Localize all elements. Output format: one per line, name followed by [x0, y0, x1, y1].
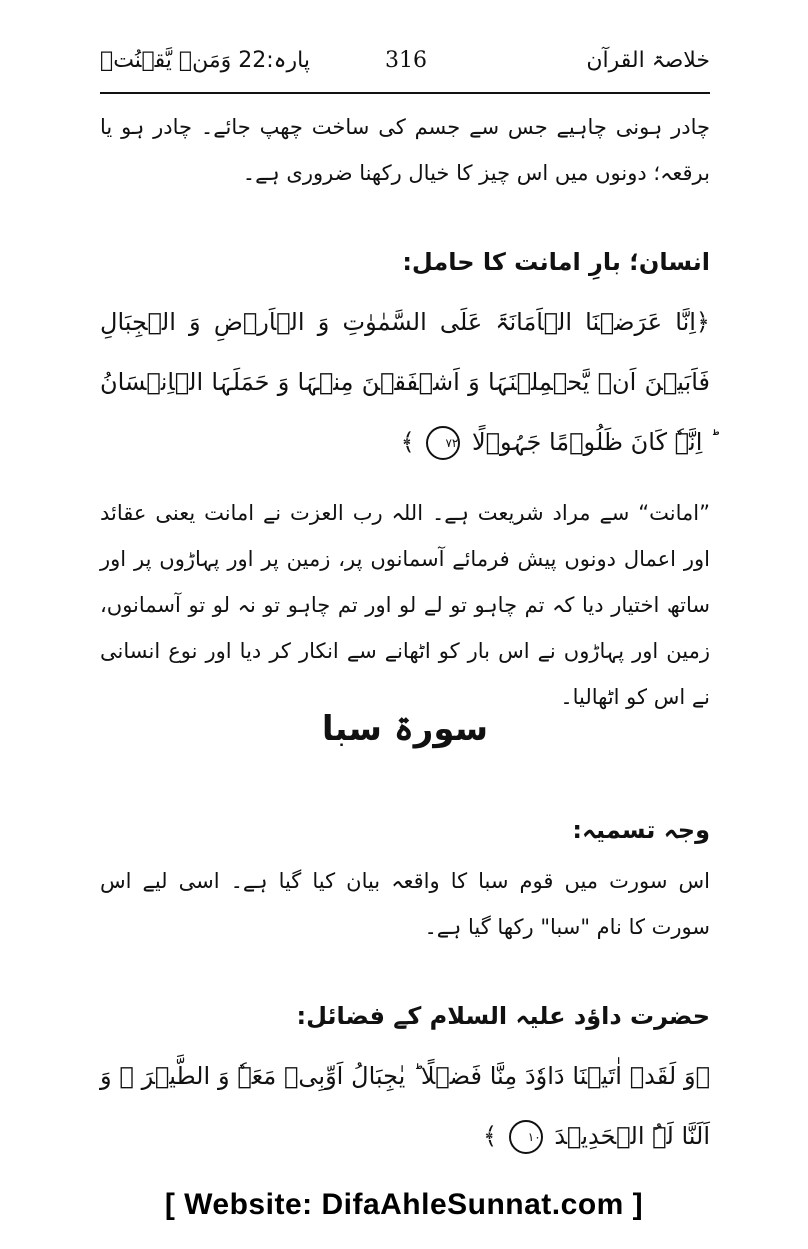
website-footer: [ Website: DifaAhleSunnat.com ]	[164, 1188, 644, 1221]
header-divider	[100, 92, 710, 94]
explanation-paragraph: ”امانت“ سے مراد شریعت ہے۔ اللہ رب العزت نے امانت یعنی عقائد اور اعمال دونوں پیش فرمائے آسمانوں پر، زمین پر اور پہاڑوں پر اور ساتھ اختیار دیا کہ تم چاہو تو لے لو اور تم چاہو تو نہ لو تو آسمانوں، زمین اور پہاڑوں نے اس بار کو اٹھانے سے انکار کر دیا اور نوع انسانی نے اس کو اٹھالیا۔	[100, 501, 710, 709]
para-label: پارہ:22	[238, 48, 311, 73]
intro-paragraph: چادر ہونی چاہیے جس سے جسم کی ساخت چھپ جائے۔ چادر ہو یا برقعہ؛ دونوں میں اس چیز کا خیال رکھنا ضروری ہے۔	[100, 115, 710, 185]
ayah-close-bracket: ﴾	[400, 428, 415, 456]
section-heading-dawud: حضرت داؤد علیہ السلام کے فضائل:	[296, 1002, 710, 1030]
ayah-text: ﴿وَ لَقَدۡ اٰتَیۡنَا دَاوٗدَ مِنَّا فَضۡلًا ؕ یٰجِبَالُ اَوِّبِیۡ مَعَہٗ وَ الطَّیۡرَ ۚ وَ اَلَنَّا لَہُ الۡحَدِیۡدَ	[100, 1062, 710, 1150]
surah-title: سورۃ سبا	[321, 709, 489, 749]
quran-ayah-dawud	[100, 1046, 710, 1166]
quran-ayah-amanat	[100, 292, 710, 472]
ayah-number-marker: ۱۰	[509, 1120, 543, 1154]
page-header	[100, 40, 710, 84]
section-heading-naming: وجہ تسمیہ:	[572, 816, 710, 844]
ayah-close-bracket: ﴾	[482, 1122, 498, 1150]
book-title: خلاصۃ القرآن	[586, 48, 710, 73]
ayah-number-marker: ۷۲	[426, 426, 460, 460]
naming-paragraph: اس سورت میں قوم سبا کا واقعہ بیان کیا گیا ہے۔ اسی لیے اس سورت کا نام "سبا" رکھا گیا ہے۔	[100, 869, 710, 939]
para-name: وَمَنۡ یَّقۡنُتۡ	[100, 48, 232, 73]
ayah-text: ﴿اِنَّا عَرَضۡنَا الۡاَمَانَۃَ عَلَی السَّمٰوٰتِ وَ الۡاَرۡضِ وَ الۡجِبَالِ فَاَبَیۡنَ اَنۡ یَّحۡمِلۡنَہَا وَ اَشۡفَقۡنَ مِنۡہَا وَ حَمَلَہَا الۡاِنۡسَانُ ؕ اِنَّہٗ کَانَ ظَلُوۡمًا جَہُوۡلًا	[100, 308, 710, 456]
para-info	[100, 48, 310, 73]
section-heading-amanat: انسان؛ بارِ امانت کا حامل:	[402, 248, 710, 276]
page-number: 316	[385, 48, 427, 73]
